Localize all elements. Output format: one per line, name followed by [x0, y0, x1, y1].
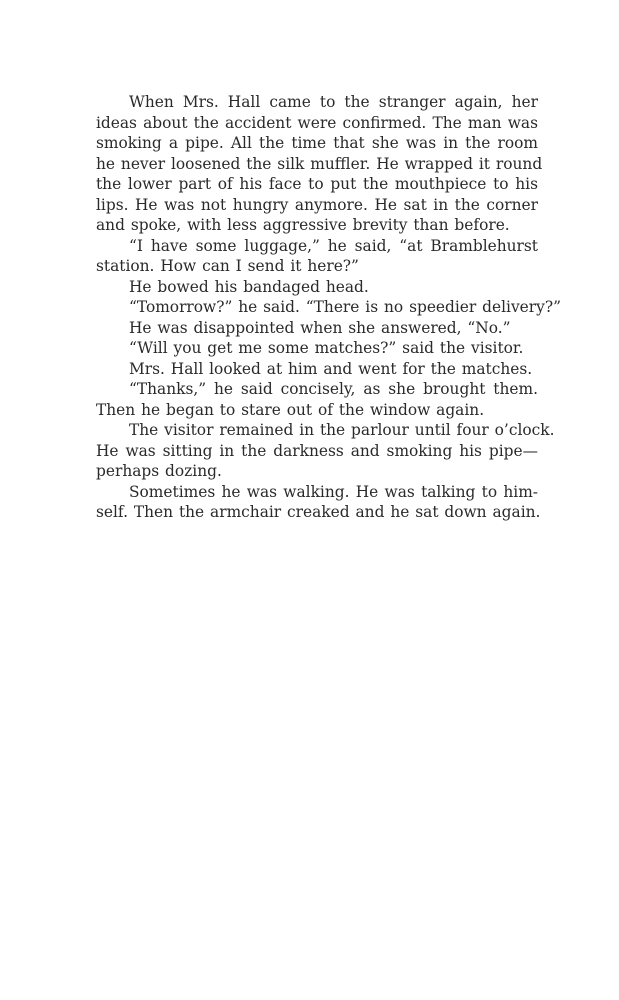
text-line: and spoke, with less aggressive brevity than before.	[96, 216, 510, 234]
text-line: Mrs. Hall looked at him and went for the matches.	[129, 359, 533, 378]
text-line: station. How can I send it here?”	[96, 257, 359, 275]
text-line: Then he began to stare out of the window again.	[96, 400, 485, 419]
text-line: lips. He was not hungry anymore. He sat in the corner	[96, 195, 538, 214]
text-line: He was disappointed when she answered, “No.”	[129, 318, 511, 337]
body-text	[96, 92, 561, 523]
text-line: “I have some luggage,” he said, “at Bramblehurst	[129, 236, 538, 255]
text-line: He was sitting in the darkness and smoking his pipe—	[96, 441, 538, 460]
text-line: the lower part of his face to put the mouthpiece to his	[96, 175, 538, 193]
text-line: Sometimes he was walking. He was talking to him-	[129, 482, 538, 501]
text-line: ideas about the accident were confirmed. The man was	[96, 113, 538, 132]
text-line: He bowed his bandaged head.	[129, 277, 369, 296]
text-line: The visitor remained in the parlour until four o’clock.	[129, 421, 555, 439]
text-line: smoking a pipe. All the time that she was in the room	[96, 134, 538, 152]
text-line: perhaps dozing.	[96, 462, 222, 480]
text-line: self. Then the armchair creaked and he sat down again.	[96, 503, 541, 521]
text-line: “Will you get me some matches?” said the visitor.	[129, 339, 524, 357]
text-line: he never loosened the silk muffler. He wrapped it round	[96, 154, 543, 173]
text-line: “Tomorrow?” he said. “There is no speedier delivery?”	[129, 298, 561, 316]
text-line: “Thanks,” he said concisely, as she brought them.	[129, 380, 538, 398]
text-line: When Mrs. Hall came to the stranger again, her	[129, 93, 538, 111]
